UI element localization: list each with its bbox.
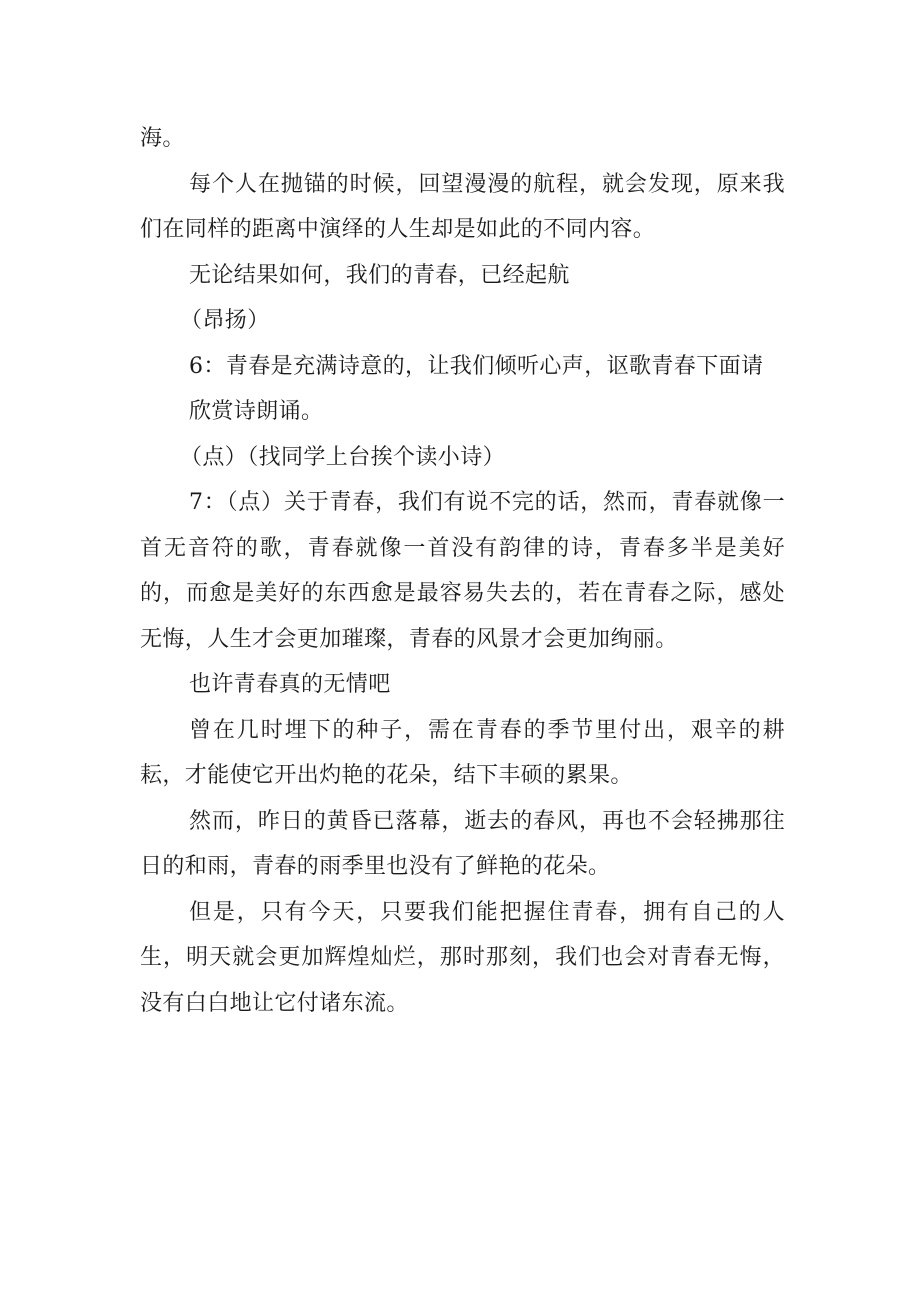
paragraph-0: 海。 xyxy=(140,126,185,151)
paragraph-6: （点）（找同学上台挨个读小诗） xyxy=(180,444,506,470)
paragraph-10: 然而，昨日的黄昏已落幕，逝去的春风，再也不会轻拂那往日的和雨，青春的雨季里也没有了鲜艳的花朵。 xyxy=(140,808,785,879)
paragraph-2: 无论结果如何，我们的青春，已经起航 xyxy=(189,262,570,288)
paragraph-8: 也许青春真的无情吧 xyxy=(189,672,391,697)
paragraph-1: 每个人在抛锚的时候，回望漫漫的航程，就会发现，原来我们在同样的距离中演绎的人生却是如此的不同内容。 xyxy=(140,171,785,242)
paragraph-5: 欣赏诗朗诵。 xyxy=(189,399,324,424)
document-body xyxy=(140,116,785,1026)
paragraph-4: 6：青春是充满诗意的，让我们倾听心声，讴歌青春下面请 xyxy=(189,353,764,379)
paragraph-3: （昂扬） xyxy=(180,308,270,333)
paragraph-7: 7：（点）关于青春，我们有说不完的话，然而，青春就像一首无音符的歌，青春就像一首没有韵律的诗，青春多半是美好的，而愈是美好的东西愈是最容易失去的，若在青春之际，感处无悔，人生才会更加璀璨，青春的风景才会更加绚丽。 xyxy=(140,490,785,652)
paragraph-9: 曾在几时埋下的种子，需在青春的季节里付出，艰辛的耕耘，才能使它开出灼艳的花朵，结下丰硕的累果。 xyxy=(140,717,785,788)
paragraph-11: 但是，只有今天，只要我们能把握住青春，拥有自己的人生，明天就会更加辉煌灿烂，那时那刻，我们也会对青春无悔，没有白白地让它付诸东流。 xyxy=(140,899,785,1016)
